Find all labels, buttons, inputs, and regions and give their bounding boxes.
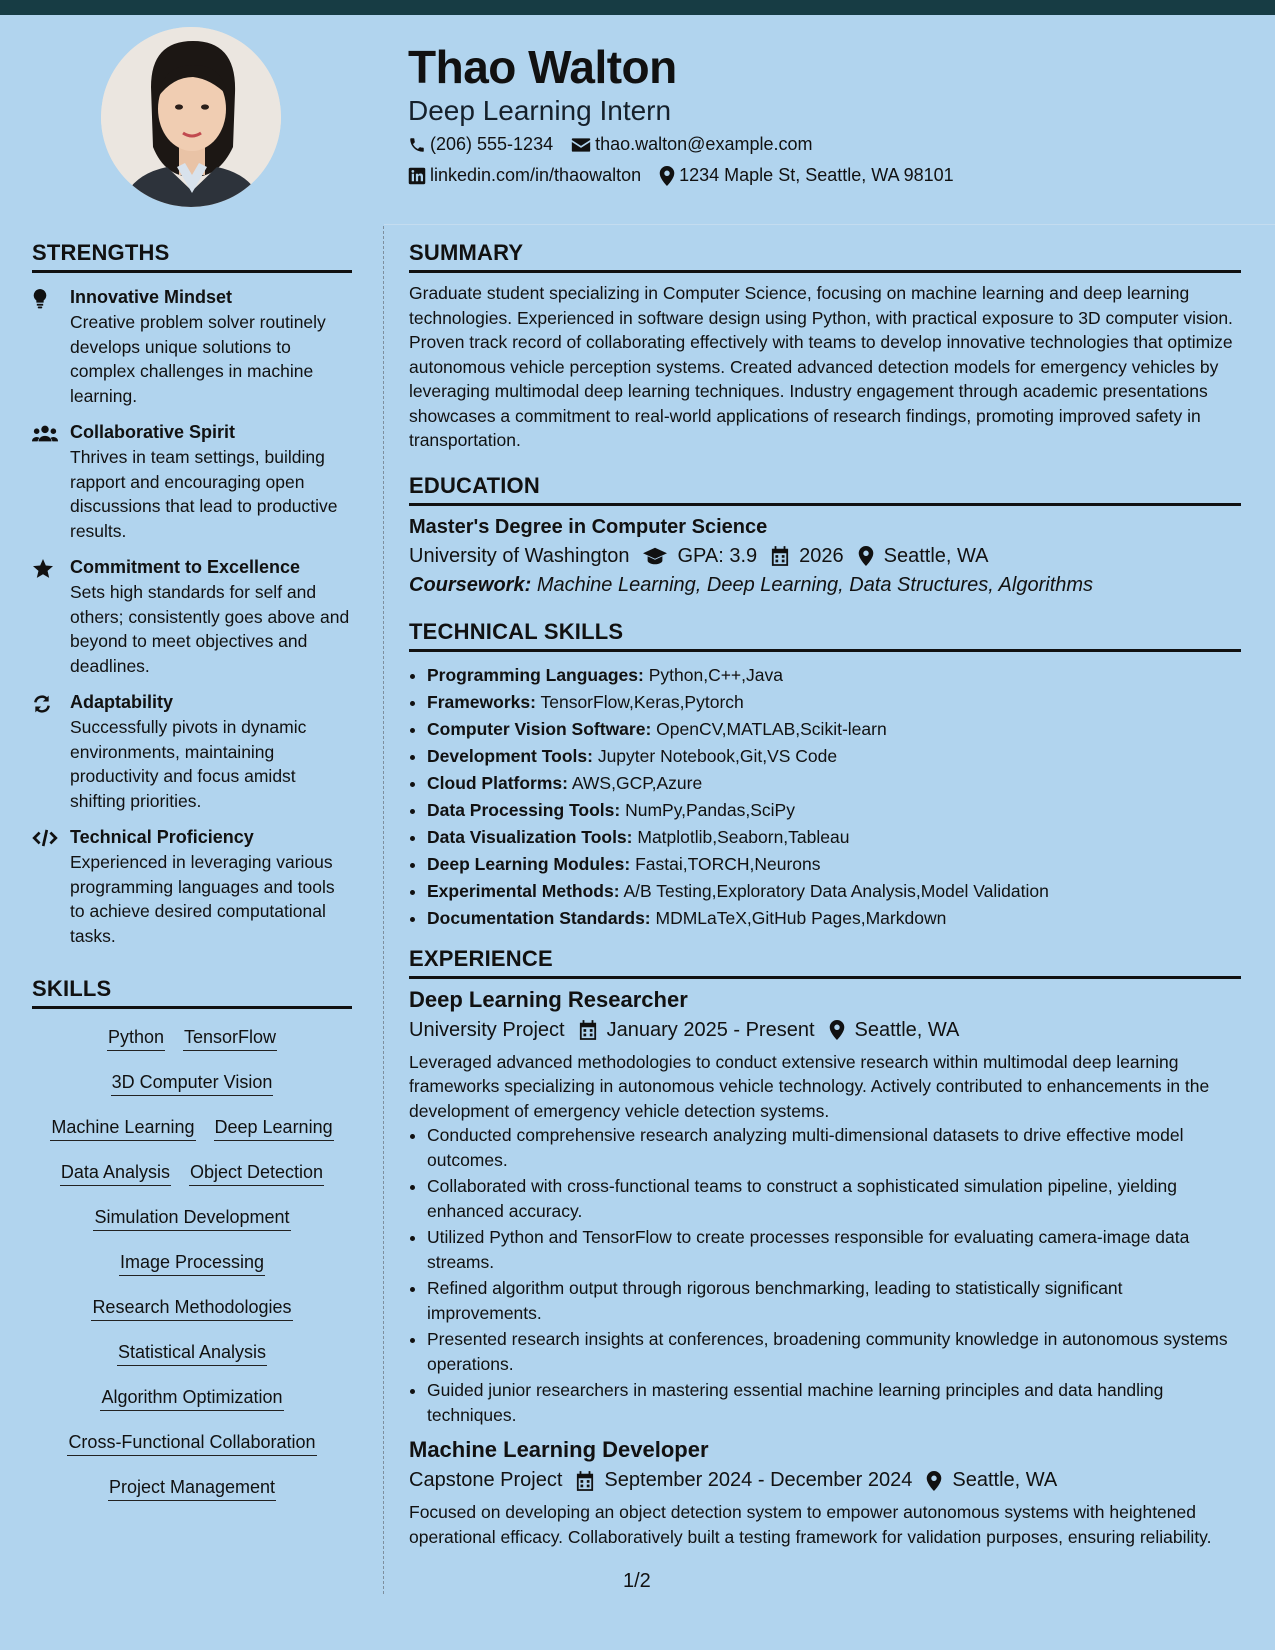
technical-skill-item: • Experimental Methods: A/B Testing,Exploratory Data Analysis,Model Validation [427, 878, 1241, 905]
linkedin-text: linkedin.com/in/thaowalton [430, 165, 642, 185]
school-name: University of Washington [409, 544, 630, 567]
skill-tag: Simulation Development [93, 1207, 290, 1231]
strength-description: Creative problem solver routinely develops unique solutions to complex challenges in machine learning. [70, 312, 326, 406]
technical-skill-item: • Programming Languages: Python,C++,Java [427, 662, 1241, 689]
job-title: Deep Learning Researcher [409, 986, 688, 1012]
envelope-icon [571, 136, 591, 154]
job-bullet: • Refined algorithm output through rigorous benchmarking, leading to statistically significant improvements. [427, 1276, 1241, 1325]
lightbulb-icon [32, 289, 48, 309]
main-column [409, 240, 1241, 1549]
strength-title: Innovative Mindset [70, 287, 233, 307]
education-section [409, 473, 1241, 597]
job-meta [409, 1469, 1241, 1492]
skill-tag: Data Analysis [60, 1162, 171, 1186]
column-divider [383, 226, 384, 1594]
skill-tag: Python [107, 1027, 165, 1051]
candidate-title: Deep Learning Intern [408, 95, 672, 126]
job-bullet: • Conducted comprehensive research analyzing multi-dimensional datasets to drive effective model outcomes. [427, 1123, 1241, 1172]
strength-item [32, 557, 352, 678]
skill-tag: Deep Learning [214, 1117, 334, 1141]
skill-tag: Machine Learning [50, 1117, 195, 1141]
strength-title: Adaptability [70, 692, 174, 712]
address-text: 1234 Maple St, Seattle, WA 98101 [679, 165, 954, 185]
phone-contact[interactable] [408, 134, 553, 155]
header-divider [384, 224, 1275, 225]
candidate-name: Thao Walton [408, 41, 677, 93]
email-contact[interactable] [571, 134, 812, 155]
job-org: Capstone Project [409, 1469, 563, 1491]
skill-tag: Research Methodologies [91, 1297, 292, 1321]
graduation-year: 2026 [799, 544, 844, 567]
education-meta [409, 545, 1241, 568]
job-entry [409, 1437, 1241, 1549]
coursework-list: Machine Learning, Deep Learning, Data Structures, Algorithms [536, 573, 1094, 596]
strength-description: Successfully pivots in dynamic environments, maintaining productivity and focus amidst shifting priorities. [70, 717, 307, 811]
map-pin-icon [659, 166, 675, 186]
technical-skill-item: • Data Visualization Tools: Matplotlib,Seaborn,Tableau [427, 824, 1241, 851]
users-icon [32, 424, 58, 444]
contact-row-primary [408, 134, 830, 155]
technical-skill-item: • Cloud Platforms: AWS,GCP,Azure [427, 770, 1241, 797]
job-location: Seattle, WA [854, 1018, 960, 1041]
star-icon [32, 559, 54, 579]
skill-tag: Project Management [108, 1477, 276, 1501]
experience-heading: EXPERIENCE [409, 946, 1241, 979]
calendar-icon [576, 1471, 594, 1491]
strength-item [32, 692, 352, 813]
email-text: thao.walton@example.com [595, 134, 813, 154]
graduation-cap-icon [643, 547, 667, 565]
calendar-icon [771, 546, 789, 566]
linkedin-contact[interactable] [408, 165, 641, 186]
job-dates: September 2024 - December 2024 [604, 1469, 913, 1491]
top-accent-bar [0, 0, 1275, 15]
technical-skills-heading: TECHNICAL SKILLS [409, 619, 1241, 652]
education-heading: EDUCATION [409, 473, 1241, 506]
linkedin-icon [408, 167, 426, 185]
job-entry [409, 987, 1241, 1428]
job-org: University Project [409, 1018, 565, 1041]
technical-skill-item: • Deep Learning Modules: Fastai,TORCH,Neurons [427, 851, 1241, 878]
technical-skill-item: • Development Tools: Jupyter Notebook,Git,VS Code [427, 743, 1241, 770]
summary-heading: SUMMARY [409, 240, 1241, 273]
strength-item [32, 422, 352, 543]
coursework-label: Coursework: [409, 573, 532, 596]
strength-title: Technical Proficiency [70, 827, 254, 847]
calendar-icon [579, 1020, 597, 1040]
strength-description: Thrives in team settings, building rapport and encouraging open discussions that lead to productive results. [70, 447, 338, 541]
strengths-heading: STRENGTHS [32, 240, 352, 273]
technical-skills-section [409, 619, 1241, 932]
skill-tag: Cross-Functional Collaboration [67, 1432, 316, 1456]
experience-section [409, 946, 1241, 1550]
job-location: Seattle, WA [952, 1469, 1058, 1491]
map-pin-icon [858, 546, 874, 566]
gpa-text: GPA: 3.9 [677, 544, 758, 567]
technical-skill-item: • Computer Vision Software: OpenCV,MATLAB,Scikit-learn [427, 716, 1241, 743]
phone-text: (206) 555-1234 [430, 134, 554, 154]
map-pin-icon [829, 1020, 845, 1040]
skill-tag: Object Detection [189, 1162, 324, 1186]
refresh-icon [32, 694, 52, 714]
phone-icon [408, 136, 426, 154]
job-dates: January 2025 - Present [606, 1018, 815, 1041]
skills-heading: SKILLS [32, 976, 352, 1009]
skill-tag: TensorFlow [183, 1027, 277, 1051]
degree-title: Master's Degree in Computer Science [409, 515, 768, 538]
technical-skill-item: • Documentation Standards: MDMLaTeX,GitHub Pages,Markdown [427, 905, 1241, 932]
education-location: Seattle, WA [883, 544, 989, 567]
skill-tag: Image Processing [119, 1252, 265, 1276]
skill-tag: Algorithm Optimization [100, 1387, 283, 1411]
job-bullet: • Presented research insights at conferences, broadening community knowledge in autonomous systems operations. [427, 1327, 1241, 1376]
job-meta [409, 1019, 1241, 1042]
job-description: Leveraged advanced methodologies to conduct extensive research within multimodal deep learning frameworks specializing in autonomous vehicle technology. Actively contributed to enhancements in the development of emergency vehicle detection systems. [409, 1051, 1210, 1121]
strength-item [32, 827, 352, 948]
skill-tag: Statistical Analysis [117, 1342, 267, 1366]
strength-description: Sets high standards for self and others; consistently goes above and beyond to meet objectives and deadlines. [70, 582, 350, 676]
page-number: 1/2 [623, 1570, 651, 1592]
skill-tag: 3D Computer Vision [111, 1072, 274, 1096]
technical-skill-item: • Frameworks: TensorFlow,Keras,Pytorch [427, 689, 1241, 716]
strength-item [32, 287, 352, 408]
technical-skill-item: • Data Processing Tools: NumPy,Pandas,SciPy [427, 797, 1241, 824]
code-icon [32, 829, 58, 847]
address-contact [659, 165, 954, 186]
contact-row-secondary [408, 165, 972, 186]
strength-title: Commitment to Excellence [70, 557, 301, 577]
coursework-line [409, 574, 1241, 597]
profile-photo [101, 27, 281, 207]
map-pin-icon [926, 1471, 942, 1491]
summary-text: Graduate student specializing in Computer Science, focusing on machine learning and deep learning technologies. Experienced in software design using Python, with practical exposure to 3D computer vision. Proven track record of collaborating effectively with teams to develop innovative technologies that optimize autonomous vehicle perception systems. Created advanced detection models for emergency vehicles by leveraging multimodal deep learning techniques. Industry engagement through academic presentations showcases a commitment to real-world applications of research findings, promoting improved safety in transportation. [409, 283, 1233, 450]
job-bullet: • Collaborated with cross-functional teams to construct a sophisticated simulation pipeline, yielding enhanced accuracy. [427, 1174, 1241, 1223]
job-description: Focused on developing an object detection system to empower autonomous systems with heightened operational efficacy. Collaboratively built a testing framework for validation purposes, ensuring reliability. [409, 1502, 1212, 1547]
skills-section [32, 976, 352, 1512]
job-title: Machine Learning Developer [409, 1437, 709, 1462]
strength-title: Collaborative Spirit [70, 422, 236, 442]
strength-description: Experienced in leveraging various programming languages and tools to achieve desired computational tasks. [70, 852, 335, 946]
job-bullet: • Utilized Python and TensorFlow to create processes responsible for evaluating camera-image data streams. [427, 1225, 1241, 1274]
sidebar [32, 240, 352, 1512]
job-bullet: • Guided junior researchers in mastering essential machine learning principles and data handling techniques. [427, 1378, 1241, 1427]
